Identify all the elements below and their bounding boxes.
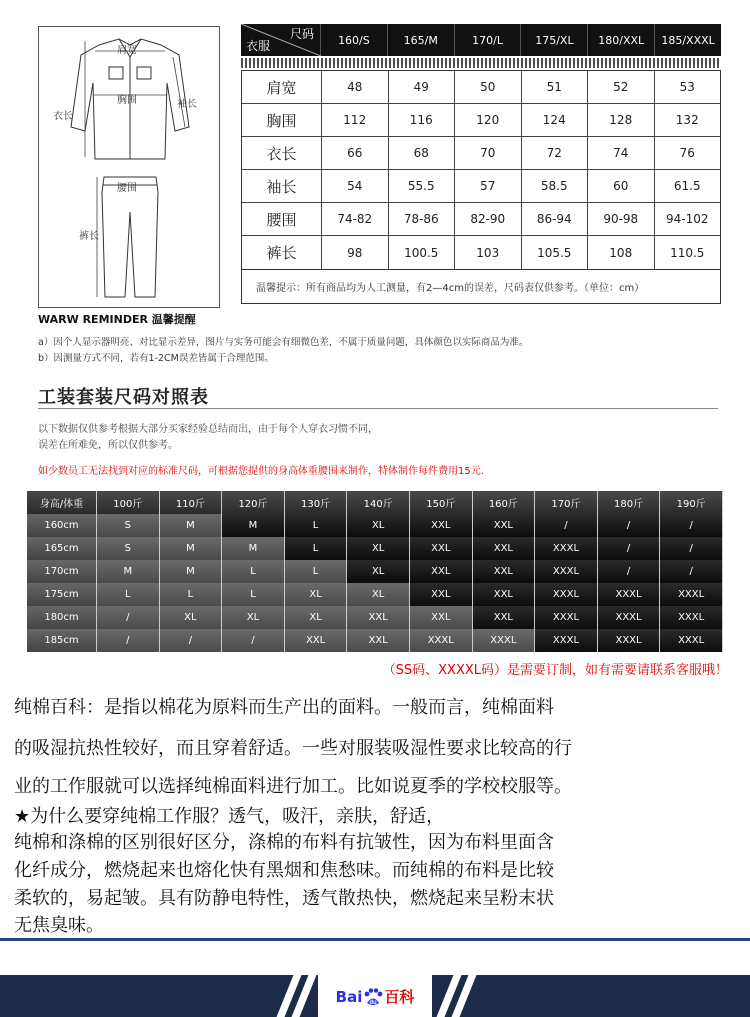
size-cell: L	[160, 583, 223, 606]
row-label: 腰围	[242, 203, 322, 235]
custom-fee-note: 如少数员工无法找到对应的标准尺码，可根据您提供的身高体重腰围来制作，特体制作每件费用15元.	[38, 466, 484, 477]
logo-baike: 百科	[384, 987, 415, 1006]
size-chart-section	[0, 0, 750, 375]
chest-label: 胸围	[117, 95, 137, 106]
workwear-desc-2: 误差在所难免，所以仅供参考。	[38, 440, 178, 451]
table-cell: 53	[679, 80, 695, 94]
article-line: 无焦臭味。	[14, 915, 104, 936]
weight-header: 110斤	[160, 491, 223, 514]
size-cell: XXL	[410, 537, 473, 560]
footer-bar	[0, 975, 750, 1017]
size-cell: S	[97, 514, 160, 537]
sleeve-label: 袖长	[177, 99, 197, 110]
title-divider	[38, 408, 718, 409]
header-stripe	[241, 58, 721, 68]
row-label: 裤长	[242, 236, 322, 269]
size-cell: XXL	[473, 537, 536, 560]
size-cell: XXL	[473, 560, 536, 583]
size-cell: /	[598, 537, 661, 560]
weight-header: 170斤	[535, 491, 598, 514]
table-cell: 52	[588, 71, 655, 103]
size-cell: XXL	[473, 606, 536, 629]
article-line: 化纤成分，燃烧起来也熔化快有黑烟和焦愁味。而纯棉的布料是比较	[14, 860, 554, 881]
waist-label: 腰围	[117, 183, 137, 194]
divider-line	[0, 938, 750, 941]
logo-text	[336, 986, 415, 1007]
size-cell: XXXL	[598, 606, 661, 629]
reminder-title: WARW REMINDER 温馨提醒	[38, 313, 196, 326]
table-cell: 61.5	[673, 179, 701, 193]
reminder-a: a）因个人显示器明亮、对比显示差异，图片与实务可能会有细微色差，不属于质量问题，具体颜色以实际商品为准。	[38, 337, 529, 348]
row-label: 胸围	[242, 104, 322, 136]
size-cell: XXXL	[535, 606, 598, 629]
size-header: 180/XXL	[588, 24, 655, 56]
size-header: 170/L	[455, 24, 522, 56]
garment-diagram	[38, 26, 220, 308]
table-cell: 66	[322, 137, 389, 169]
table-cell: 128	[588, 104, 655, 136]
table-cell: 76	[679, 146, 695, 160]
table-cell: 49	[389, 71, 456, 103]
size-cell: XXXL	[660, 606, 723, 629]
size-cell: XXXL	[535, 537, 598, 560]
workwear-desc-1: 以下数据仅供参考根据大部分买家经验总结而出，由于每个人穿衣习惯不同，	[38, 424, 378, 435]
article-line: 业的工作服就可以选择纯棉面料进行加工。比如说夏季的学校校服等。	[14, 776, 572, 797]
baidu-baike-logo[interactable]	[318, 975, 432, 1017]
corner-size-label: 尺码	[289, 27, 314, 41]
size-cell: XL	[347, 537, 410, 560]
size-header: 185/XXXL	[661, 33, 715, 47]
size-cell: XXL	[410, 514, 473, 537]
pants-length-label: 裤长	[79, 231, 99, 242]
table-cell: 100.5	[389, 236, 456, 269]
size-cell: XL	[347, 583, 410, 606]
size-cell: M	[160, 514, 223, 537]
size-cell: XXL	[410, 583, 473, 606]
table-cell: 116	[389, 104, 456, 136]
workwear-title: 工装套装尺码对照表	[38, 387, 209, 408]
row-label: 衣长	[242, 137, 322, 169]
size-cell: L	[222, 560, 285, 583]
table-cell: 103	[455, 236, 522, 269]
table-row	[242, 236, 720, 269]
size-cell: XL	[285, 583, 348, 606]
size-cell: /	[160, 629, 223, 652]
size-cell: /	[598, 560, 661, 583]
size-cell: XXXL	[473, 629, 536, 652]
weight-header: 100斤	[97, 491, 160, 514]
reminder-b: b）因测量方式不同，若有1-2CM误差皆属于合理范围。	[38, 353, 274, 364]
size-cell: L	[222, 583, 285, 606]
size-cell: XXL	[410, 606, 473, 629]
size-cell: XL	[160, 606, 223, 629]
size-cell: /	[222, 629, 285, 652]
size-cell: /	[535, 514, 598, 537]
table-row	[27, 606, 723, 629]
table-cell: 112	[322, 104, 389, 136]
size-cell: M	[222, 514, 285, 537]
article-line: 的吸湿抗热性较好，而且穿着舒适。一些对服装吸湿性要求比较高的行	[14, 738, 572, 759]
shoulder-label: 肩宽	[117, 45, 137, 56]
size-cell: XXXL	[535, 560, 598, 583]
weight-header: 140斤	[347, 491, 410, 514]
weight-header: 160斤	[473, 491, 536, 514]
table-cell: 54	[322, 170, 389, 202]
size-header: 165/M	[388, 24, 455, 56]
table-cell: 108	[588, 236, 655, 269]
table-cell: 60	[588, 170, 655, 202]
weight-header: 180斤	[598, 491, 661, 514]
size-cell: /	[97, 629, 160, 652]
workwear-size-grid	[27, 491, 723, 652]
row-label: 肩宽	[242, 71, 322, 103]
height-label: 180cm	[27, 606, 97, 629]
table-cell: 86-94	[522, 203, 589, 235]
table-cell: 74-82	[322, 203, 389, 235]
article-line: 纯棉和涤棉的区别很好区分，涤棉的布料有抗皱性，因为布料里面含	[14, 832, 554, 853]
height-label: 170cm	[27, 560, 97, 583]
size-cell: XXXL	[410, 629, 473, 652]
size-cell: XXL	[285, 629, 348, 652]
size-cell: XXXL	[535, 583, 598, 606]
table-cell: 82-90	[455, 203, 522, 235]
table-row	[27, 514, 723, 537]
table-cell: 110.5	[670, 245, 705, 260]
corner-garment-label: 衣服	[246, 39, 271, 53]
table-cell: 50	[455, 71, 522, 103]
table-cell: 51	[522, 71, 589, 103]
table-row	[242, 104, 720, 137]
table-cell: 68	[389, 137, 456, 169]
height-label: 165cm	[27, 537, 97, 560]
size-header: 160/S	[321, 24, 388, 56]
length-label: 衣长	[53, 111, 73, 122]
table-cell: 105.5	[522, 236, 589, 269]
table-cell: 57	[455, 170, 522, 202]
table-row	[27, 537, 723, 560]
size-cell: M	[160, 537, 223, 560]
size-cell: XXXL	[660, 583, 723, 606]
size-cell: /	[660, 514, 723, 537]
size-table-corner	[241, 24, 321, 56]
table-cell: 74	[588, 137, 655, 169]
weight-header: 120斤	[222, 491, 285, 514]
size-cell: XXL	[347, 629, 410, 652]
logo-du: du	[369, 1000, 378, 1006]
size-cell: L	[97, 583, 160, 606]
size-cell: XXXL	[598, 583, 661, 606]
measurement-note: 温馨提示：所有商品均为人工测量，有2—4cm的误差，尺码表仅供参考。（单位：cm）	[241, 270, 721, 304]
table-cell: 78-86	[389, 203, 456, 235]
size-cell: XL	[347, 514, 410, 537]
grid-corner-header: 身高/体重	[27, 491, 97, 514]
table-cell: 98	[322, 236, 389, 269]
article-line: 纯棉百科：是指以棉花为原料而生产出的面料。一般而言，纯棉面料	[14, 697, 554, 718]
size-cell: M	[97, 560, 160, 583]
size-cell: XXXL	[598, 629, 661, 652]
size-cell: S	[97, 537, 160, 560]
size-cell: /	[97, 606, 160, 629]
custom-order-note: （SS码、XXXXL码）是需要订制，如有需要请联系客服哦！	[382, 663, 728, 678]
table-row	[242, 203, 720, 236]
shirt-pants-illustration	[39, 27, 221, 309]
table-cell: 55.5	[389, 170, 456, 202]
size-table-header	[241, 24, 721, 56]
size-cell: XXL	[473, 583, 536, 606]
table-row	[242, 71, 720, 104]
size-cell: L	[285, 514, 348, 537]
height-label: 175cm	[27, 583, 97, 606]
size-cell: /	[598, 514, 661, 537]
article-line: 柔软的，易起皱。具有防静电特性，透气散热快，燃烧起来呈粉末状	[14, 888, 554, 909]
size-cell: M	[222, 537, 285, 560]
size-cell: XL	[222, 606, 285, 629]
weight-header: 130斤	[285, 491, 348, 514]
size-cell: M	[160, 560, 223, 583]
height-label: 160cm	[27, 514, 97, 537]
size-cell: L	[285, 560, 348, 583]
height-label: 185cm	[27, 629, 97, 652]
table-cell: 120	[455, 104, 522, 136]
table-row	[27, 583, 723, 606]
table-cell: 70	[455, 137, 522, 169]
table-cell: 90-98	[588, 203, 655, 235]
size-cell: XXL	[473, 514, 536, 537]
size-cell: /	[660, 537, 723, 560]
size-table-body	[241, 70, 721, 270]
table-cell: 58.5	[522, 170, 589, 202]
size-cell: XXL	[410, 560, 473, 583]
grid-header-row	[27, 491, 723, 514]
row-label: 袖长	[242, 170, 322, 202]
weight-header: 190斤	[660, 491, 723, 514]
table-cell: 48	[322, 71, 389, 103]
size-cell: L	[285, 537, 348, 560]
size-header: 175/XL	[521, 24, 588, 56]
table-row	[242, 137, 720, 170]
size-table	[241, 24, 721, 304]
table-cell: 132	[675, 113, 699, 127]
table-row	[242, 170, 720, 203]
table-cell: 72	[522, 137, 589, 169]
size-cell: /	[660, 560, 723, 583]
article-line: ★为什么要穿纯棉工作服？透气，吸汗，亲肤，舒适，	[14, 806, 445, 827]
table-row	[27, 560, 723, 583]
logo-bai: Bai	[335, 987, 363, 1006]
table-row	[27, 629, 723, 652]
table-cell: 94-102	[665, 212, 709, 226]
table-cell: 124	[522, 104, 589, 136]
weight-header: 150斤	[410, 491, 473, 514]
size-cell: XXXL	[660, 629, 723, 652]
size-cell: XL	[347, 560, 410, 583]
size-cell: XXXL	[535, 629, 598, 652]
size-cell: XL	[285, 606, 348, 629]
paw-icon	[363, 988, 383, 1006]
size-cell: XXL	[347, 606, 410, 629]
